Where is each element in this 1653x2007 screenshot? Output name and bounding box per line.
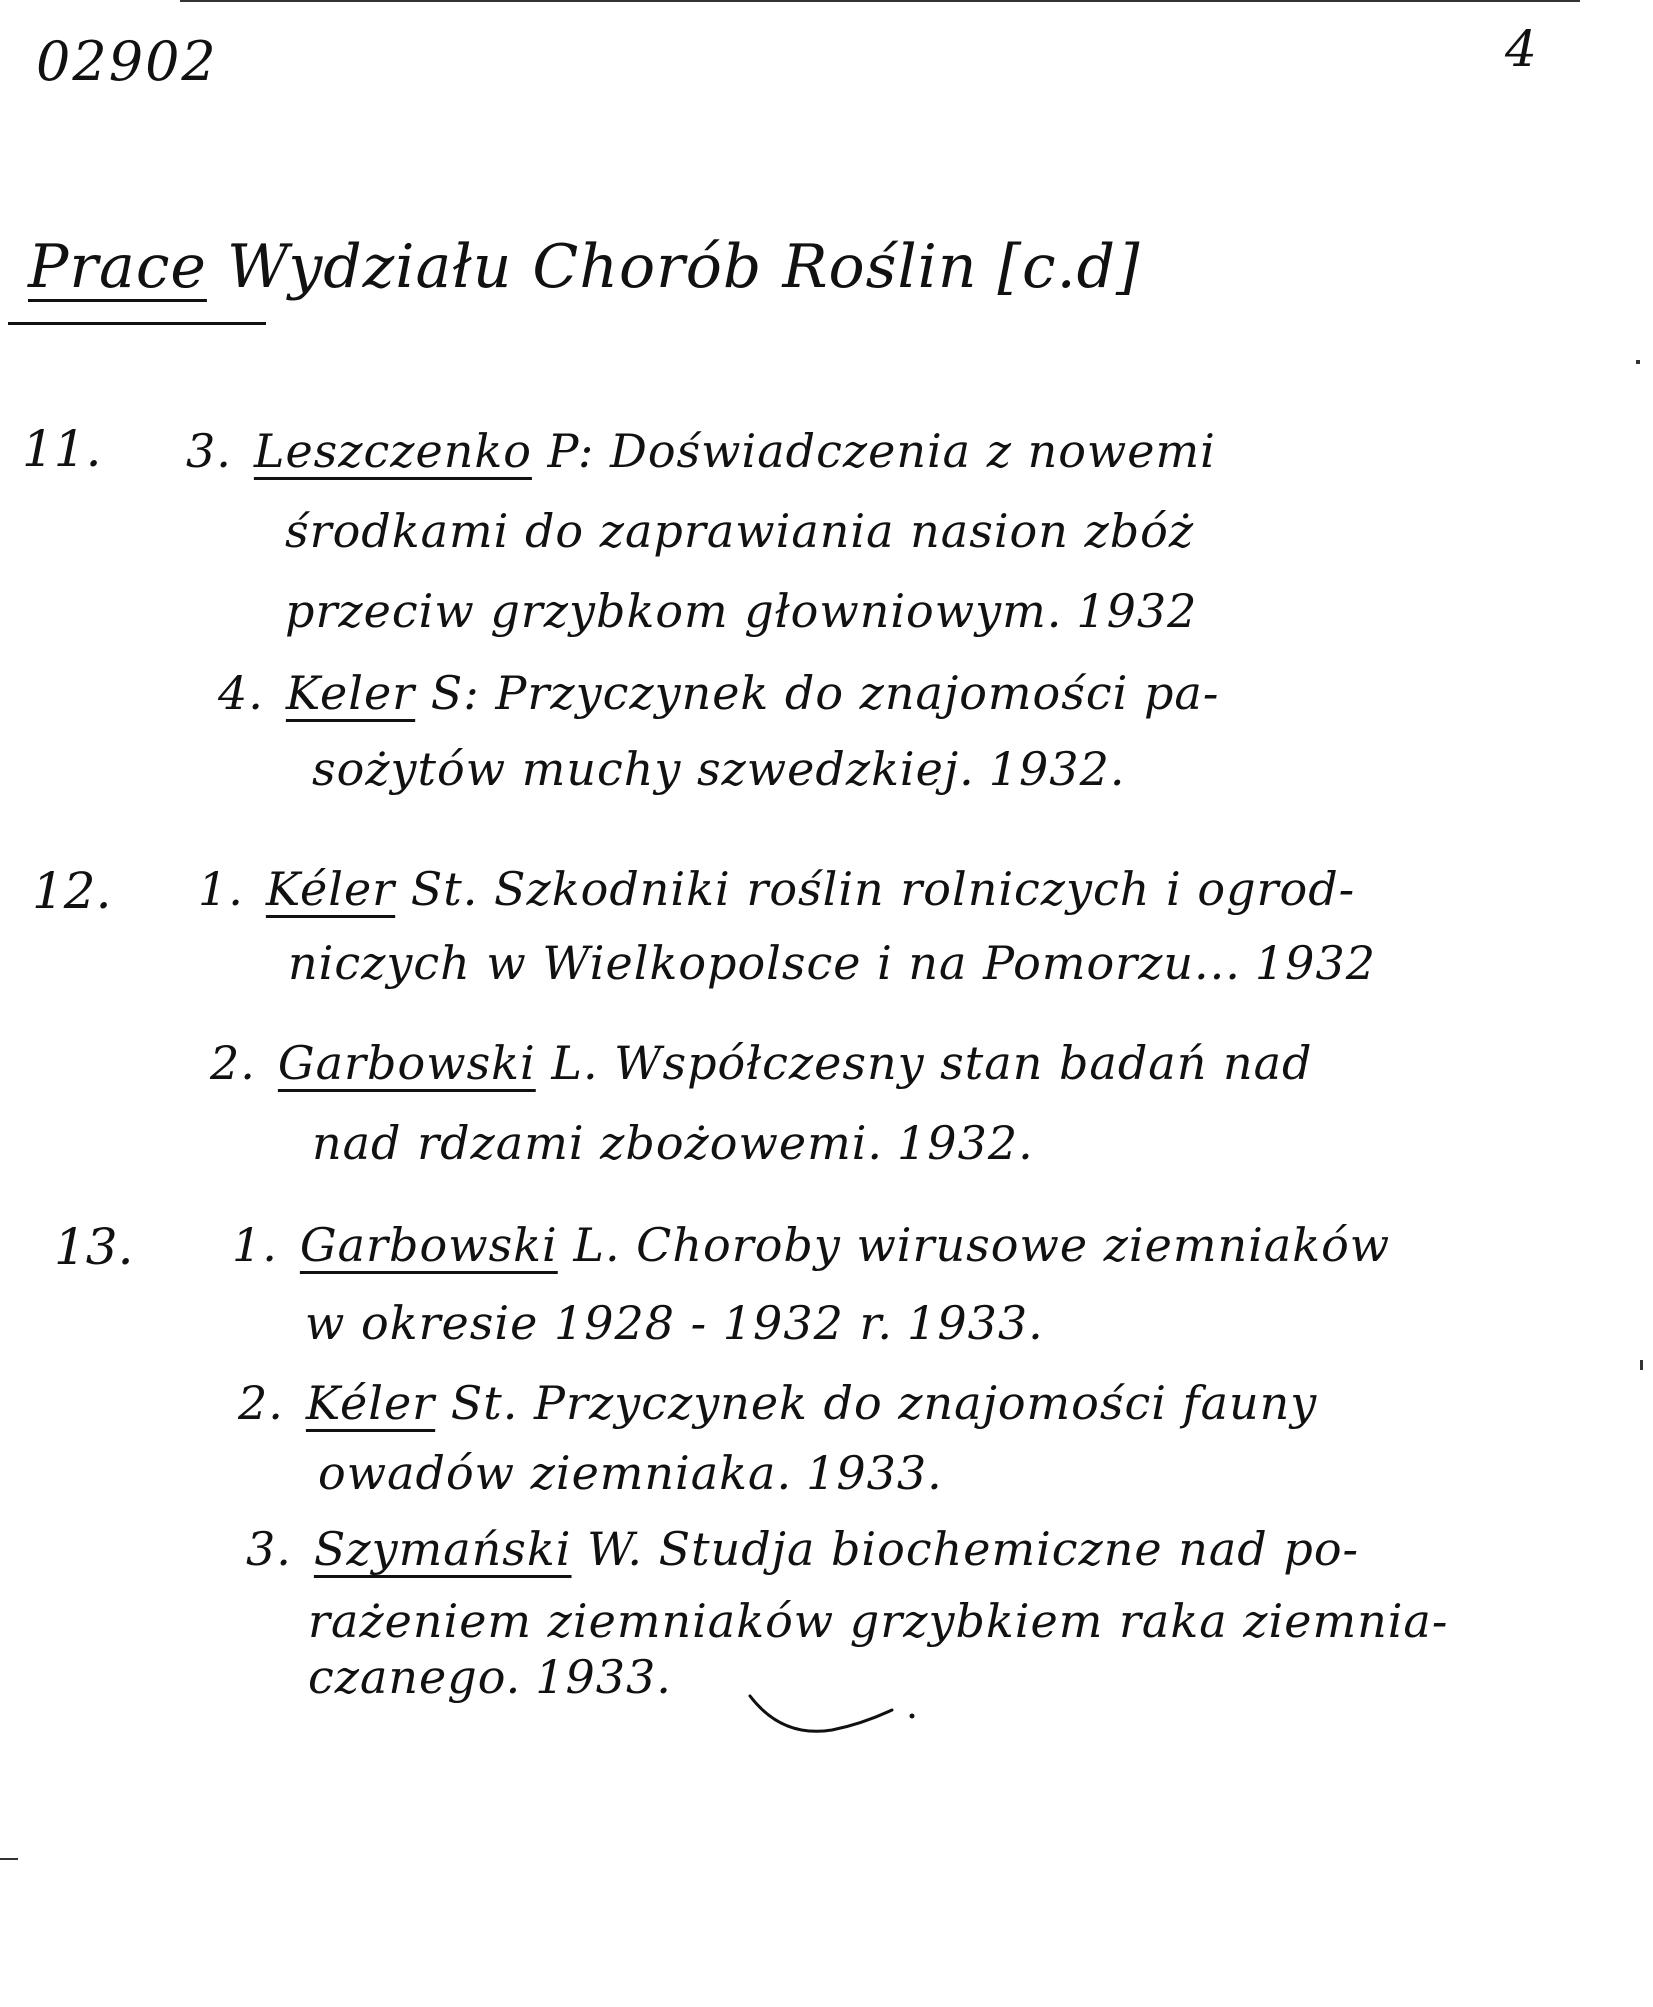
scan-speck xyxy=(1636,360,1640,364)
entry-year: 1932. xyxy=(988,742,1126,796)
entry-line xyxy=(312,1116,1034,1170)
entry-text: w okresie 1928 - 1932 r. xyxy=(305,1296,894,1350)
entry-number: 2. xyxy=(238,1376,284,1430)
entry-text: L. Współczesny stan badań nad xyxy=(551,1036,1313,1090)
entry-line xyxy=(186,424,1216,478)
document-id: 02902 xyxy=(36,30,218,93)
entry-line xyxy=(232,1218,1390,1272)
heading-underlined-word: Prace xyxy=(28,232,207,302)
entry-year: 1933. xyxy=(907,1296,1044,1350)
scan-top-edge xyxy=(180,0,1580,2)
entry-number: 4. xyxy=(218,666,264,720)
entry-number: 3. xyxy=(246,1522,292,1576)
entry-text: W. Studja biochemiczne nad po- xyxy=(587,1522,1360,1576)
scan-speck xyxy=(0,1858,18,1860)
entry-year: 1933. xyxy=(535,1650,672,1704)
volume-label: 11. xyxy=(22,420,102,478)
entry-line xyxy=(318,1446,943,1500)
entry-text: czanego. xyxy=(308,1650,522,1704)
entry-author: Keler xyxy=(285,666,416,720)
entry-text: sożytów muchy szwedzkiej. xyxy=(312,742,975,796)
entry-author: Garbowski xyxy=(299,1218,558,1272)
heading-rule xyxy=(8,322,266,325)
entry-text: niczych w Wielkopolsce i na Pomorzu... xyxy=(288,936,1241,990)
entry-line xyxy=(198,862,1355,916)
ink-stroke xyxy=(742,1690,922,1750)
entry-text: S: Przyczynek do znajomości pa- xyxy=(430,666,1220,720)
entry-text: nad rdzami zbożowemi. xyxy=(312,1116,884,1170)
page-number: 4 xyxy=(1505,20,1537,78)
entry-text: przeciw grzybkom głowniowym. xyxy=(285,584,1063,638)
entry-text: owadów ziemniaka. xyxy=(318,1446,793,1500)
entry-year: 1933. xyxy=(806,1446,943,1500)
entry-line xyxy=(218,666,1219,720)
volume-label: 12. xyxy=(32,862,112,920)
entry-line xyxy=(312,742,1125,796)
entry-line: środkami do zaprawiania nasion zbóż xyxy=(285,504,1195,558)
entry-line xyxy=(308,1650,672,1704)
entry-year: 1932 xyxy=(1076,584,1198,638)
entry-line xyxy=(305,1296,1044,1350)
entry-line: rażeniem ziemniaków grzybkiem raka ziemnia- xyxy=(308,1594,1449,1648)
entry-number: 3. xyxy=(186,424,232,478)
volume-label: 13. xyxy=(54,1218,134,1276)
entry-text: St. Szkodniki roślin rolniczych i ogrod- xyxy=(410,862,1356,916)
entry-year: 1932 xyxy=(1254,936,1376,990)
entry-author: Szymański xyxy=(313,1522,572,1576)
entry-text: L. Choroby wirusowe ziemniaków xyxy=(573,1218,1391,1272)
entry-number: 2. xyxy=(210,1036,256,1090)
entry-author: Kéler xyxy=(265,862,396,916)
entry-number: 1. xyxy=(232,1218,278,1272)
entry-line xyxy=(285,584,1197,638)
entry-text: St. Przyczynek do znajomości fauny xyxy=(450,1376,1318,1430)
entry-line xyxy=(288,936,1376,990)
entry-text: P: Doświadczenia z nowemi xyxy=(547,424,1216,478)
entry-line xyxy=(246,1522,1359,1576)
entry-line xyxy=(210,1036,1312,1090)
entry-line xyxy=(238,1376,1317,1430)
entry-year: 1932. xyxy=(897,1116,1034,1170)
entry-author: Garbowski xyxy=(277,1036,536,1090)
entry-author: Kéler xyxy=(305,1376,436,1430)
heading-rest: Wydziału Chorób Roślin [c.d] xyxy=(227,232,1141,302)
entry-number: 1. xyxy=(198,862,244,916)
entry-author: Leszczenko xyxy=(253,424,532,478)
scan-speck xyxy=(1640,1360,1643,1370)
page-heading xyxy=(28,232,1140,302)
